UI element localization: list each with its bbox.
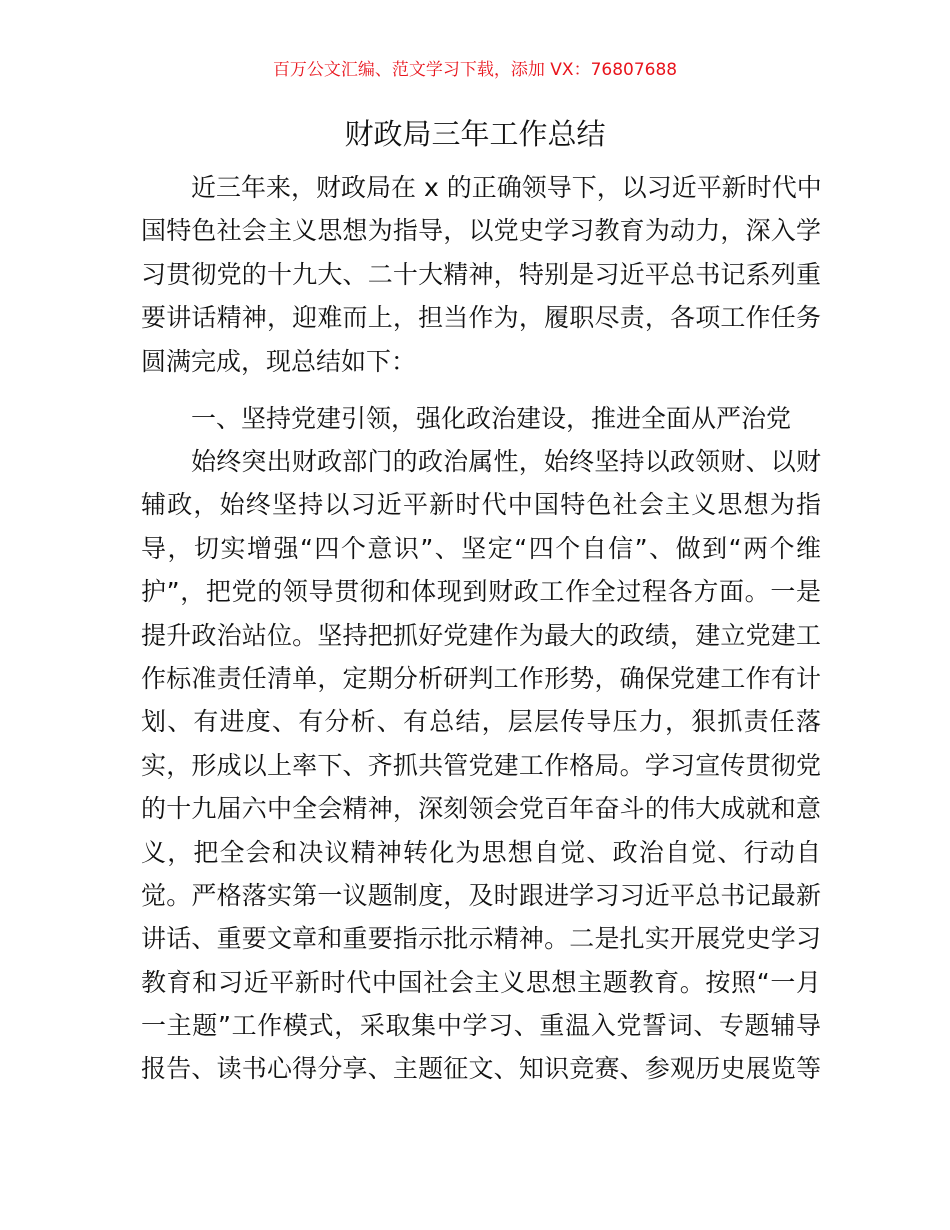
text-line: 提升政治站位。坚持把抓好党建作为最大的政绩，建立党建工 [141, 620, 821, 650]
text-line: 始终突出财政部门的政治属性，始终坚持以政领财、以财 [191, 447, 821, 476]
section-heading [141, 397, 821, 440]
text-line: 一主题”工作模式，采取集中学习、重温入党誓词、专题辅导 [141, 1011, 821, 1041]
text-line: 报告、读书心得分享、主题征文、知识竞赛、参观历史展览等 [141, 1054, 821, 1084]
text-line: 习贯彻党的十九大、二十大精神，特别是习近平总书记系列重 [141, 259, 821, 289]
text-line: 讲话、重要文章和重要指示批示精神。二是扎实开展党史学习 [141, 924, 821, 954]
text-line: 的十九届六中全会精神，深刻领会党百年奋斗的伟大成就和意 [141, 794, 821, 824]
text-line: 辅政，始终坚持以习近平新时代中国特色社会主义思想为指 [141, 490, 821, 520]
text-line: 圆满完成，现总结如下： [141, 346, 417, 376]
text-line: 觉。严格落实第一议题制度，及时跟进学习习近平总书记最新 [141, 880, 821, 910]
text-line: 导，切实增强“四个意识”、坚定“四个自信”、做到“两个维 [141, 533, 821, 563]
document-title: 财政局三年工作总结 [344, 117, 606, 151]
text-line: 近三年来，财政局在 x 的正确领导下，以习近平新时代中 [191, 173, 822, 202]
text-line: 划、有进度、有分析、有总结，层层传导压力，狠抓责任落 [141, 707, 821, 737]
heading-text: 一、坚持党建引领，强化政治建设，推进全面从严治党 [191, 404, 792, 433]
text-line: 护”，把党的领导贯彻和体现到财政工作全过程各方面。一是 [141, 577, 821, 607]
paragraph-intro [141, 166, 821, 383]
watermark-header: 百万公文汇编、范文学习下载，添加 VX：76807688 [272, 60, 678, 80]
text-line: 义，把全会和决议精神转化为思想自觉、政治自觉、行动自 [141, 837, 821, 867]
text-line: 国特色社会主义思想为指导，以党史学习教育为动力，深入学 [141, 216, 821, 246]
text-line: 要讲话精神，迎难而上，担当作为，履职尽责，各项工作任务 [141, 303, 821, 333]
paragraph-section1 [141, 440, 821, 1091]
text-line: 实，形成以上率下、齐抓共管党建工作格局。学习宣传贯彻党 [141, 750, 821, 780]
text-line: 教育和习近平新时代中国社会主义思想主题教育。按照“一月 [141, 967, 821, 997]
text-line: 作标准责任清单，定期分析研判工作形势，确保党建工作有计 [141, 663, 821, 693]
